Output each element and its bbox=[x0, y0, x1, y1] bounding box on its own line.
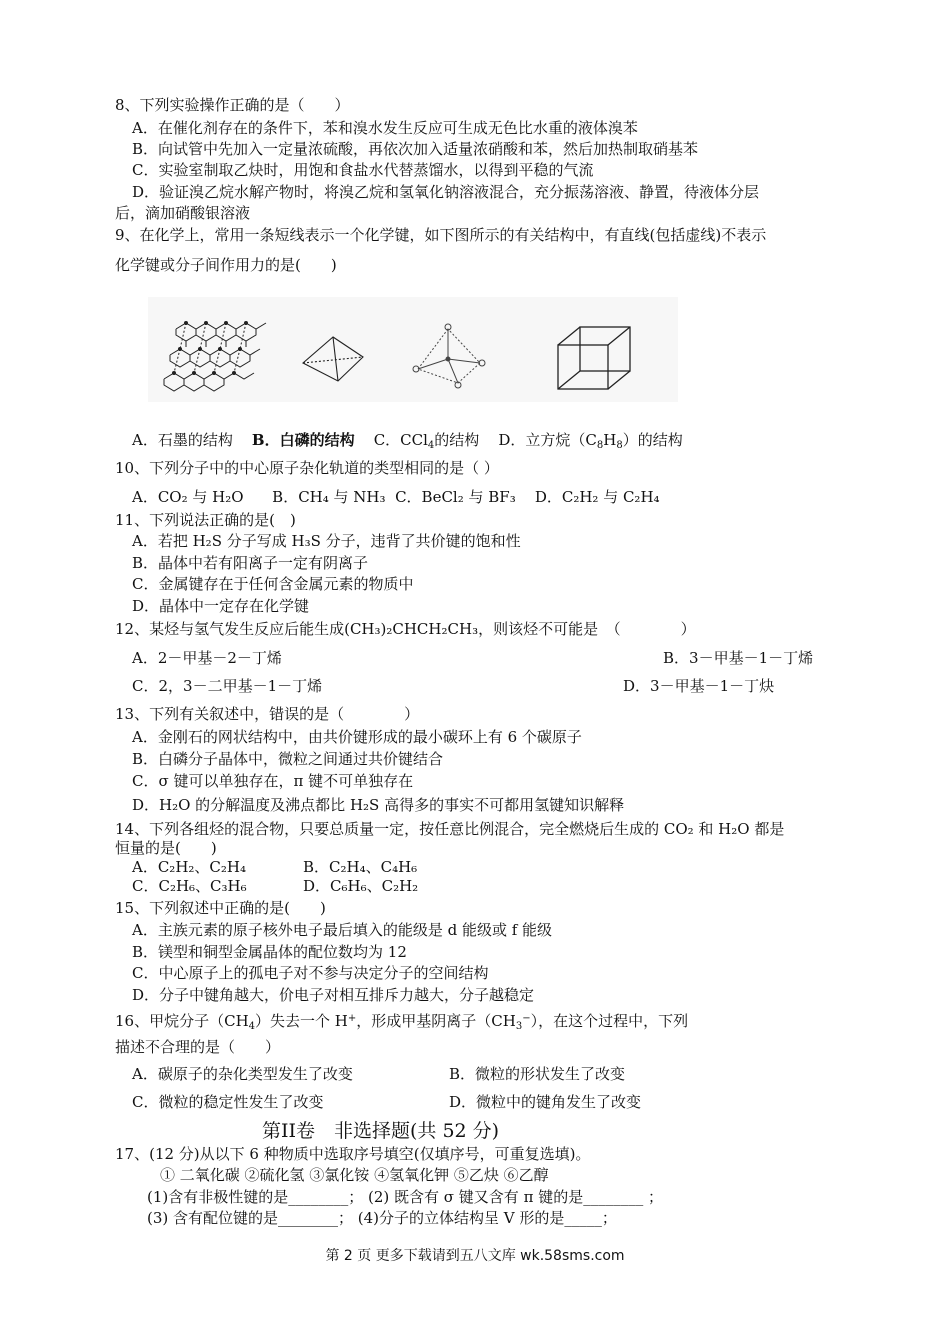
q16-text2: ）失去一个 H bbox=[255, 1012, 348, 1030]
q16-text3: ，形成甲基阴离子（CH bbox=[356, 1012, 516, 1030]
q15-option-c: C．中心原子上的孤电子对不参与决定分子的空间结构 bbox=[132, 964, 489, 982]
q13-option-c: C．σ 键可以单独存在，π 键不可单独存在 bbox=[132, 772, 414, 790]
q15-option-d: D．分子中键角越大，价电子对相互排斥力越大，分子越稳定 bbox=[132, 986, 535, 1004]
q8-option-d-line1: D．验证溴乙烷水解产物时，将溴乙烷和氢氧化钠溶液混合，充分振荡溶液、静置，待液体分层 bbox=[132, 183, 760, 201]
q9-stem-line2: 化学键或分子间作用力的是( ) bbox=[115, 256, 337, 274]
q17-row2: (3) 含有配位键的是________； (4)分子的立体结构呈 V 形的是_____； bbox=[147, 1209, 617, 1227]
q11-option-c: C．金属键存在于任何含金属元素的物质中 bbox=[132, 575, 414, 593]
q9-c-text: C．CCl bbox=[373, 431, 428, 449]
q16-option-a: A．碳原子的杂化类型发生了改变 bbox=[132, 1065, 353, 1083]
q16-option-c: C．微粒的稳定性发生了改变 bbox=[132, 1093, 324, 1111]
q16-text4: ），在这个过程中，下列 bbox=[530, 1012, 689, 1030]
q9-option-c bbox=[374, 431, 480, 449]
figure-background bbox=[148, 297, 678, 402]
q8-option-d-line2: 后，滴加硝酸银溶液 bbox=[115, 204, 251, 222]
q12-option-a: A．2－甲基－2－丁烯 bbox=[132, 649, 282, 667]
q8-option-b: B．向试管中先加入一定量浓硫酸，再依次加入适量浓硝酸和苯，然后加热制取硝基苯 bbox=[132, 140, 699, 158]
q9-structure-figures bbox=[148, 297, 678, 402]
q12-option-b: B．3－甲基－1－丁烯 bbox=[663, 649, 814, 667]
q16-stem-line2: 描述不合理的是（ ） bbox=[115, 1038, 281, 1056]
q9-d-sub2: 8 bbox=[616, 440, 623, 451]
structures-svg bbox=[148, 297, 678, 402]
q9-option-d bbox=[498, 431, 682, 449]
q17-row1: (1)含有非极性键的是________； (2) 既含有 σ 键又含有 π 键的是________ ； bbox=[147, 1188, 663, 1206]
q16-sup1: + bbox=[347, 1013, 357, 1024]
q16-text1: 16、甲烷分子（CH bbox=[115, 1012, 249, 1030]
q14-stem-line2: 恒量的是( ) bbox=[115, 839, 217, 857]
q12-option-d: D．3－甲基－1－丁炔 bbox=[623, 677, 775, 695]
q9-c-sub: 4 bbox=[427, 440, 435, 451]
q16-option-b: B．微粒的形状发生了改变 bbox=[449, 1065, 626, 1083]
q10-option-c: C．BeCl₂ 与 BF₃ bbox=[395, 488, 516, 506]
q11-option-d: D．晶体中一定存在化学键 bbox=[132, 597, 310, 615]
q8-option-c: C．实验室制取乙炔时，用饱和食盐水代替蒸馏水，以得到平稳的气流 bbox=[132, 161, 594, 179]
q10-options bbox=[132, 487, 660, 507]
q9-d-mid: H bbox=[603, 431, 617, 449]
q13-option-d: D．H₂O 的分解温度及沸点都比 H₂S 高得多的事实不可都用氢键知识解释 bbox=[132, 796, 625, 814]
q11-option-b: B．晶体中若有阳离子一定有阴离子 bbox=[132, 554, 369, 572]
page-footer: 第 2 页 更多下载请到五八文库 wk.58sms.com bbox=[325, 1248, 625, 1264]
q17-stem: 17、(12 分)从以下 6 种物质中选取序号填空(仅填序号，可重复选填)。 bbox=[115, 1145, 591, 1163]
q11-stem: 11、下列说法正确的是( ) bbox=[115, 511, 296, 529]
q9-option-b: B．白磷的结构 bbox=[251, 431, 355, 449]
q14-stem-line1: 14、下列各组烃的混合物，只要总质量一定，按任意比例混合，完全燃烧后生成的 CO₂ 和 H₂O 都是 bbox=[115, 820, 785, 838]
q13-option-b: B．白磷分子晶体中，微粒之间通过共价键结合 bbox=[132, 750, 444, 768]
q16-stem-line1 bbox=[115, 1009, 688, 1037]
q14-option-c: C．C₂H₆、C₃H₆ bbox=[132, 877, 247, 895]
q12-option-c: C．2，3－二甲基－1－丁烯 bbox=[132, 677, 323, 695]
q17-substance-list: ① 二氧化碳 ②硫化氢 ③氯化铵 ④氢氧化钾 ⑤乙炔 ⑥乙醇 bbox=[160, 1166, 549, 1184]
q16-sub1: 4 bbox=[248, 1021, 256, 1032]
q14-option-d: D．C₆H₆、C₂H₂ bbox=[303, 877, 419, 895]
section-title: 第II卷 非选择题(共 52 分) bbox=[262, 1120, 500, 1142]
q9-option-a: A．石墨的结构 bbox=[132, 431, 233, 449]
q16-sub2: 3 bbox=[515, 1021, 523, 1032]
q9-stem-line1: 9、在化学上，常用一条短线表示一个化学键，如下图所示的有关结构中，有直线(包括虚线)不表示 bbox=[115, 226, 767, 244]
q9-c-post: 的结构 bbox=[434, 431, 480, 449]
q10-option-b: B．CH₄ 与 NH₃ bbox=[272, 488, 386, 506]
q11-option-a: A．若把 H₂S 分子写成 H₃S 分子，违背了共价键的饱和性 bbox=[132, 532, 521, 550]
q10-option-d: D．C₂H₂ 与 C₂H₄ bbox=[534, 488, 660, 506]
q16-sup2: − bbox=[522, 1013, 531, 1024]
q9-options bbox=[132, 430, 683, 456]
q9-d-post: ）的结构 bbox=[622, 431, 683, 449]
q13-stem: 13、下列有关叙述中，错误的是（ ） bbox=[115, 705, 420, 723]
q15-option-a: A．主族元素的原子核外电子最后填入的能级是 d 能级或 f 能级 bbox=[132, 921, 553, 939]
q15-stem: 15、下列叙述中正确的是( ) bbox=[115, 899, 326, 917]
q15-option-b: B．镁型和铜型金属晶体的配位数均为 12 bbox=[132, 943, 407, 961]
q10-option-a: A．CO₂ 与 H₂O bbox=[132, 488, 244, 506]
q16-option-d: D．微粒中的键角发生了改变 bbox=[449, 1093, 642, 1111]
q8-option-a: A．在催化剂存在的条件下，苯和溴水发生反应可生成无色比水重的液体溴苯 bbox=[132, 119, 638, 137]
q10-stem: 10、下列分子中的中心原子杂化轨道的类型相同的是（ ） bbox=[115, 459, 499, 477]
q13-option-a: A．金刚石的网状结构中，由共价键形成的最小碳环上有 6 个碳原子 bbox=[132, 728, 582, 746]
q8-stem: 8、下列实验操作正确的是（ ） bbox=[115, 96, 350, 114]
q9-d-sub1: 8 bbox=[596, 440, 604, 451]
q12-stem: 12、某烃与氢气发生反应后能生成(CH₃)₂CHCH₂CH₃，则该烃不可能是 （ ） bbox=[115, 620, 696, 638]
q9-d-text: D．立方烷（C bbox=[498, 431, 597, 449]
q14-option-a: A．C₂H₂、C₂H₄ bbox=[132, 858, 247, 876]
q14-option-b: B．C₂H₄、C₄H₆ bbox=[303, 858, 418, 876]
